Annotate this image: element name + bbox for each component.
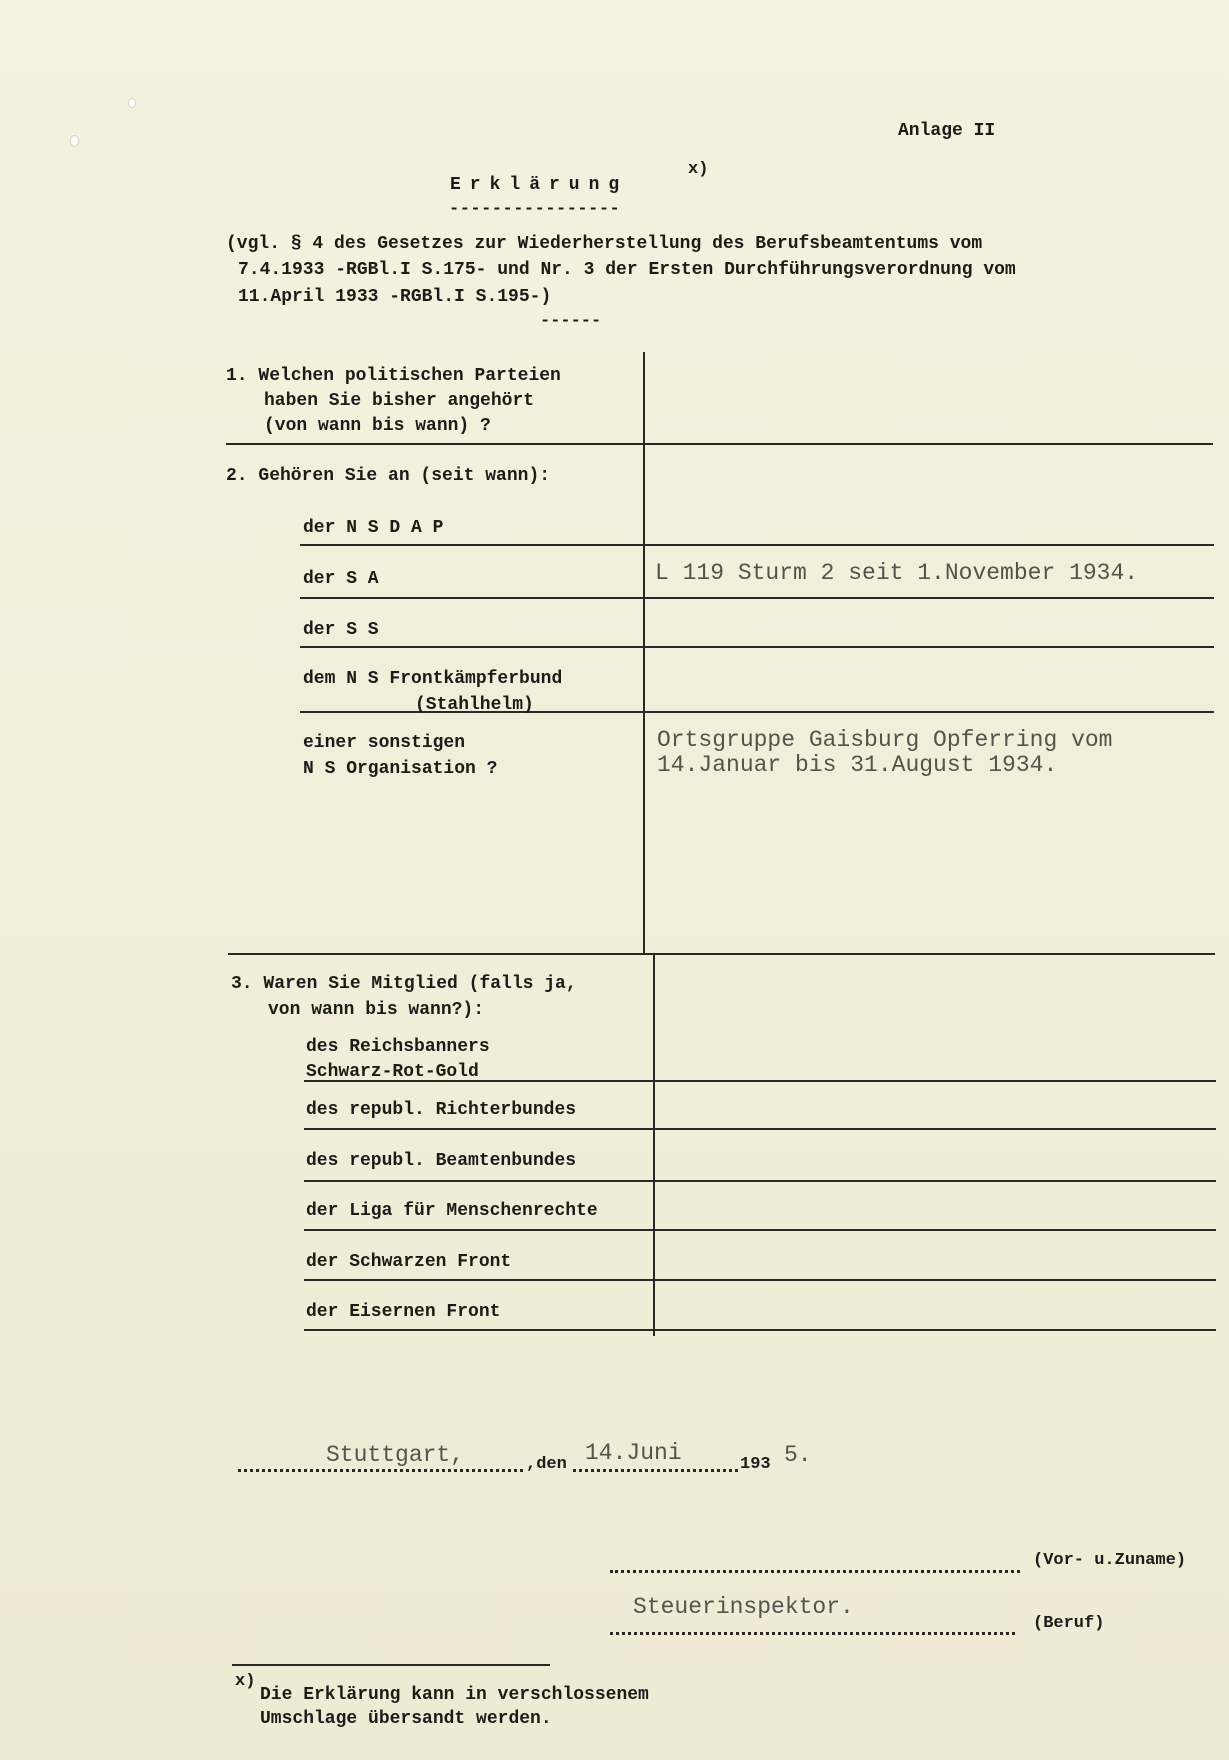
row-line-sa: [300, 597, 1214, 599]
q2-other-answer-1: Ortsgruppe Gaisburg Opferring vom: [657, 727, 1113, 753]
reference-line-3: 11.April 1933 -RGBl.I S.195-): [238, 287, 552, 307]
q3-reichsbanner-1: des Reichsbanners: [306, 1037, 490, 1057]
title-underline: ----------------: [449, 200, 621, 219]
footnote-separator: [232, 1664, 550, 1666]
punch-hole-mark: [128, 98, 136, 108]
q2-front-label-2: (Stahlhelm): [415, 695, 534, 715]
q2-other-answer-2: 14.Januar bis 31.August 1934.: [657, 752, 1058, 778]
footnote-line-2: Umschlage übersandt werden.: [260, 1709, 552, 1729]
q2-front-label-1: dem N S Frontkämpferbund: [303, 669, 563, 689]
q2-other-label-1: einer sonstigen: [303, 733, 466, 753]
row-line-ss: [300, 646, 1214, 648]
profession-value: Steuerinspektor.: [633, 1594, 854, 1620]
q3-beamtenbund: des republ. Beamtenbundes: [306, 1151, 577, 1171]
name-dotted-line: [610, 1570, 1020, 1573]
row-line-q1: [226, 443, 1213, 445]
q2-heading: 2. Gehören Sie an (seit wann):: [226, 466, 551, 486]
row-line-q2-end: [228, 953, 1215, 955]
footnote-mark: x): [235, 1672, 256, 1691]
q2-other-label-2: N S Organisation ?: [303, 759, 498, 779]
q2-sa-label: der S A: [303, 569, 379, 589]
q3-reichsbanner-2: Schwarz-Rot-Gold: [306, 1062, 479, 1082]
q3-eiserne-front: der Eisernen Front: [306, 1302, 501, 1322]
name-label: (Vor- u.Zuname): [1033, 1551, 1187, 1570]
q3-line-1: 3. Waren Sie Mitglied (falls ja,: [231, 974, 577, 994]
place-dotted-line: [238, 1469, 523, 1472]
reference-line-2: 7.4.1933 -RGBl.I S.175- und Nr. 3 der Ersten Durchführungsverordnung vom: [238, 260, 1016, 280]
anlage-label: Anlage II: [898, 121, 996, 141]
q2-ss-label: der S S: [303, 620, 379, 640]
q2-nsdap-label: der N S D A P: [303, 518, 444, 538]
q1-line-2: haben Sie bisher angehört: [264, 391, 535, 411]
q1-line-1: 1. Welchen politischen Parteien: [226, 366, 561, 386]
q3-line-2: von wann bis wann?):: [268, 1000, 485, 1020]
reference-underline: ------: [540, 312, 602, 331]
q1-line-3: (von wann bis wann) ?: [264, 416, 491, 436]
footnote-line-1: Die Erklärung kann in verschlossenem: [260, 1685, 649, 1705]
row-line-nsdap: [300, 544, 1214, 546]
row-line-richterbund: [304, 1128, 1216, 1130]
title-footnote-mark: x): [688, 160, 709, 179]
profession-label: (Beruf): [1033, 1614, 1105, 1633]
reference-line-1: (vgl. § 4 des Gesetzes zur Wiederherstellung des Berufsbeamtentums vom: [226, 234, 983, 254]
den-label: ,den: [526, 1455, 567, 1474]
document-title: Erklärung: [450, 175, 629, 195]
punch-hole-mark: [70, 135, 79, 147]
profession-dotted-line: [610, 1632, 1015, 1635]
year-prefix: 193: [740, 1455, 771, 1474]
row-line-eiserne-front: [304, 1329, 1216, 1331]
q3-liga: der Liga für Menschenrechte: [306, 1201, 598, 1221]
row-line-liga: [304, 1229, 1216, 1231]
place-value: Stuttgart,: [326, 1442, 465, 1468]
date-dotted-line: [573, 1469, 738, 1472]
q3-richterbund: des republ. Richterbundes: [306, 1100, 577, 1120]
year-digit: 5.: [784, 1442, 812, 1468]
q2-sa-answer: L 119 Sturm 2 seit 1.November 1934.: [655, 560, 1139, 586]
row-line-schwarze-front: [304, 1279, 1216, 1281]
q3-schwarze-front: der Schwarzen Front: [306, 1252, 512, 1272]
date-value: 14.Juni: [585, 1440, 682, 1466]
row-line-beamtenbund: [304, 1180, 1216, 1182]
